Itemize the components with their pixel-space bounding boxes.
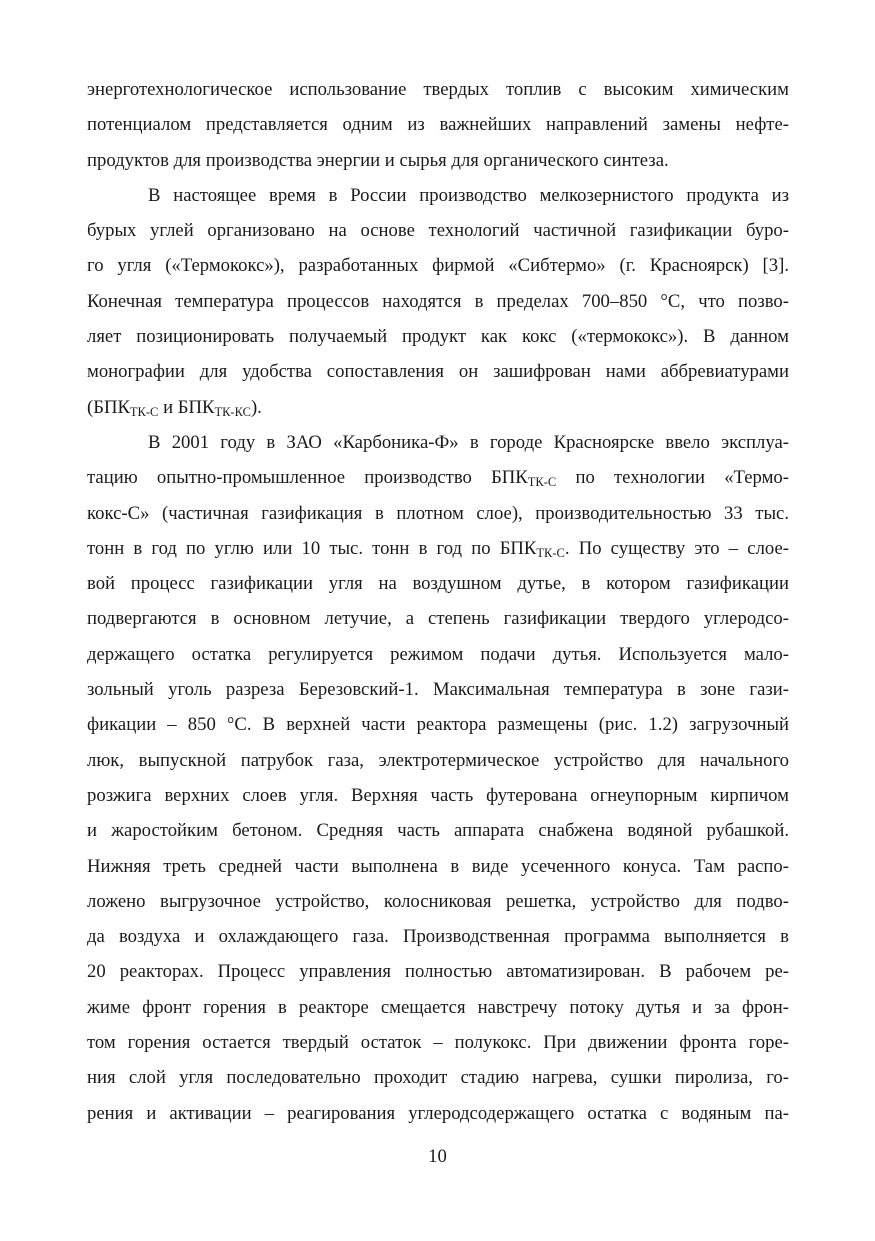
text-fragment: тонн в год по углю или 10 тыс. тонн в год по БПК	[87, 537, 537, 559]
text-line: кокс-С» (частичная газификация в плотном слое), производительностью 33 тыс.	[87, 502, 789, 524]
text-line: жиме фронт горения в реакторе смещается навстречу потоку дутья и за фрон-	[87, 996, 789, 1018]
paragraph-3	[87, 425, 789, 1131]
text-fragment: и БПК	[158, 396, 215, 418]
body-text	[87, 72, 789, 1131]
text-line: рения и активации – реагирования углеродсодержащего остатка с водяным па-	[87, 1102, 789, 1124]
text-line: В настоящее время в России производство мелкозернистого продукта из	[148, 184, 789, 206]
text-line: держащего остатка регулируется режимом подачи дутья. Используется мало-	[87, 643, 789, 665]
text-line: Нижняя треть средней части выполнена в виде усеченного конуса. Там распо-	[87, 855, 789, 877]
page-number: 10	[428, 1146, 447, 1167]
text-line	[87, 390, 789, 425]
text-line: том горения остается твердый остаток – полукокс. При движении фронта горе-	[87, 1032, 789, 1054]
text-fragment: . По существу это – слое-	[564, 537, 789, 559]
text-fragment: ).	[250, 396, 262, 418]
text-line: розжига верхних слоев угля. Верхняя часть футерована огнеупорным кирпичом	[87, 784, 789, 806]
text-line: да воздуха и охлаждающего газа. Производственная программа выполняется в	[87, 926, 789, 948]
text-line	[87, 531, 789, 566]
text-line: ния слой угля последовательно проходит стадию нагрева, сушки пиролиза, го-	[87, 1067, 789, 1089]
text-fragment: по технологии «Термо-	[556, 467, 789, 489]
text-line: и жаростойким бетоном. Средняя часть аппарата снабжена водяной рубашкой.	[87, 820, 789, 842]
text-line: ляет позиционировать получаемый продукт как кокс («термококс»). В данном	[87, 326, 789, 348]
subscript: ТК-С	[527, 475, 557, 490]
text-line: зольный уголь разреза Березовский-1. Максимальная температура в зоне гази-	[87, 679, 789, 701]
text-line: подвергаются в основном летучие, а степень газификации твердого углеродсо-	[87, 608, 789, 630]
text-line: вой процесс газификации угля на воздушном дутье, в котором газификации	[87, 573, 789, 595]
paragraph-2	[87, 178, 789, 425]
subscript: ТК-С	[129, 404, 159, 419]
text-line: бурых углей организовано на основе технологий частичной газификации буро-	[87, 220, 789, 242]
text-line: ложено выгрузочное устройство, колосниковая решетка, устройство для подво-	[87, 890, 789, 912]
text-fragment: тацию опытно-промышленное производство БПК	[87, 467, 528, 489]
text-line: фикации – 850 °С. В верхней части реактора размещены (рис. 1.2) загрузочный	[87, 714, 789, 736]
text-line: Конечная температура процессов находятся в пределах 700–850 °С, что позво-	[87, 290, 789, 312]
text-line: 20 реакторах. Процесс управления полностью автоматизирован. В рабочем ре-	[87, 961, 789, 983]
paragraph-1	[87, 72, 789, 178]
text-line: энерготехнологическое использование твердых топлив с высоким химическим	[87, 79, 789, 100]
text-line: потенциалом представляется одним из важнейших направлений замены нефте-	[87, 114, 789, 136]
subscript: ТК-КС	[214, 404, 251, 419]
text-line: продуктов для производства энергии и сырья для органического синтеза.	[87, 149, 669, 171]
text-line: монографии для удобства сопоставления он зашифрован нами аббревиатурами	[87, 361, 789, 383]
subscript: ТК-С	[536, 545, 565, 560]
text-fragment: (БПК	[87, 396, 130, 418]
text-line: люк, выпускной патрубок газа, электротермическое устройство для начального	[87, 749, 789, 771]
text-line: В 2001 году в ЗАО «Карбоника-Ф» в городе Красноярске ввело эксплуа-	[148, 431, 789, 453]
text-line	[87, 460, 789, 495]
text-line: го угля («Термококс»), разработанных фирмой «Сибтермо» (г. Красноярск) [3].	[87, 255, 789, 277]
